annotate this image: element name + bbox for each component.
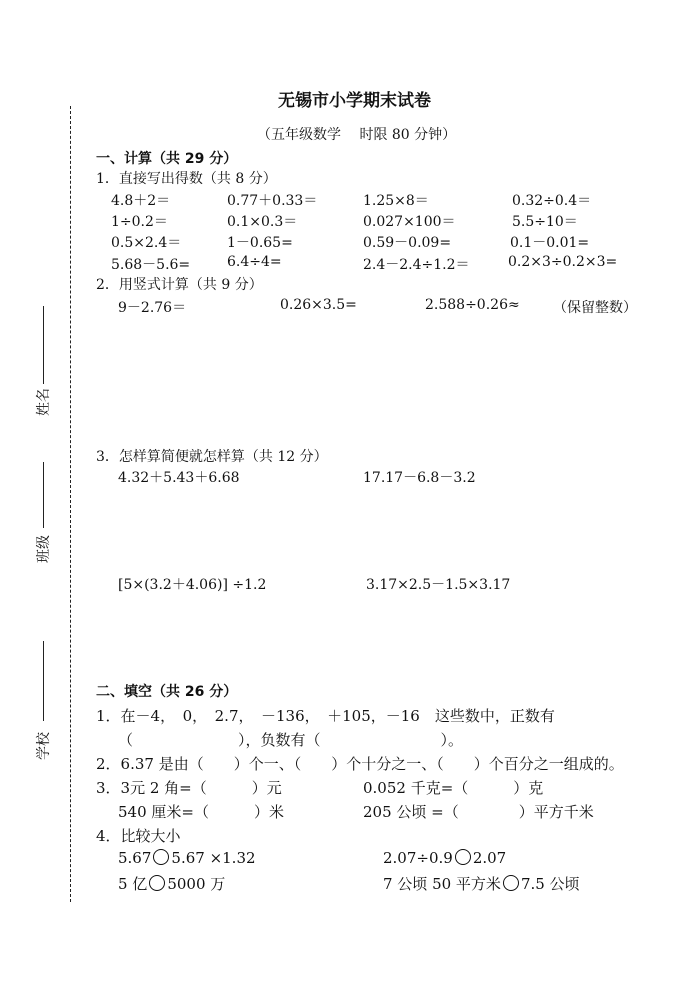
section-calculation-heading: 一、计算（共 29 分）	[96, 151, 238, 167]
compare-circle[interactable]	[153, 849, 169, 865]
compare-item: 2.07÷0.9 2.07	[383, 849, 507, 867]
calc-item: 0.1×0.3＝	[227, 214, 298, 230]
fill-question-3a: 3．3元 2 角=（ ）元	[96, 779, 282, 797]
calc-item: 0.59－0.09=	[363, 235, 452, 251]
question-1-title: 1．直接写出得数（共 8 分）	[96, 171, 277, 187]
rounding-note: （保留整数）	[553, 300, 637, 316]
name-label: 姓名	[36, 388, 52, 416]
school-blank	[43, 641, 44, 721]
calc-item: 0.027×100＝	[363, 214, 456, 230]
compare-circle[interactable]	[455, 849, 471, 865]
calc-item: 2.4－2.4÷1.2＝	[363, 257, 470, 273]
compare-circle[interactable]	[503, 875, 519, 891]
fill-question-1: 1．在－4， 0， 2.7， －136， ＋105，－16 这些数中，正数有	[96, 707, 555, 725]
simplify-item: 3.17×2.5－1.5×3.17	[366, 577, 511, 593]
school-label: 学校	[36, 732, 52, 760]
simplify-item: 4.32＋5.43＋6.68	[118, 470, 240, 486]
section-fill-heading: 二、填空（共 26 分）	[96, 684, 238, 700]
fill-question-2: 2．6.37 是由（ ）个一、（ ）个十分之一、（ ）个百分之一组成的。	[96, 755, 624, 773]
page-title: 无锡市小学期末试卷	[278, 91, 431, 111]
vertical-calc-item: 2.588÷0.26≈	[425, 297, 520, 313]
calc-item: 0.77＋0.33＝	[227, 193, 318, 209]
vertical-calc-item: 0.26×3.5=	[280, 297, 357, 313]
question-3-title: 3．怎样算简便就怎样算（共 12 分）	[96, 449, 328, 465]
calc-item: 5.5÷10＝	[512, 214, 578, 230]
simplify-item: [5×(3.2＋4.06)] ÷1.2	[118, 577, 267, 593]
calc-item: 0.1－0.01=	[510, 235, 590, 251]
fill-question-3b: 0.052 千克=（ ）克	[363, 779, 544, 797]
simplify-item: 17.17－6.8－3.2	[363, 470, 476, 486]
calc-item: 0.2×3÷0.2×3=	[508, 254, 618, 270]
calc-item: 0.32÷0.4＝	[512, 193, 592, 209]
question-2-title: 2．用竖式计算（共 9 分）	[96, 277, 263, 293]
calc-item: 4.8＋2＝	[111, 193, 171, 209]
page-subtitle: （五年级数学 时限 80 分钟）	[257, 127, 457, 143]
class-label: 班级	[36, 535, 52, 563]
calc-item: 1－0.65=	[227, 235, 293, 251]
vertical-calc-item: 9－2.76＝	[118, 300, 187, 316]
fill-question-3c: 540 厘米=（ ）米	[118, 803, 284, 821]
binding-line	[70, 106, 71, 902]
calc-item: 5.68－5.6=	[111, 257, 191, 273]
class-blank	[43, 462, 44, 528]
fill-question-3d: 205 公顷 =（ ）平方千米	[363, 803, 594, 821]
name-blank	[43, 306, 44, 384]
calc-item: 6.4÷4=	[227, 254, 282, 270]
calc-item: 1÷0.2＝	[111, 214, 168, 230]
calc-item: 0.5×2.4＝	[111, 235, 182, 251]
fill-question-1-blanks: （ ），负数有（ ）。	[118, 731, 464, 749]
compare-item: 5 亿 5000 万	[118, 875, 226, 893]
compare-circle[interactable]	[149, 875, 165, 891]
calc-item: 1.25×8＝	[363, 193, 429, 209]
compare-item: 7 公顷 50 平方米 7.5 公顷	[383, 875, 580, 893]
fill-question-4-title: 4．比较大小	[96, 827, 181, 845]
compare-item: 5.67 5.67 ×1.32	[118, 849, 256, 867]
